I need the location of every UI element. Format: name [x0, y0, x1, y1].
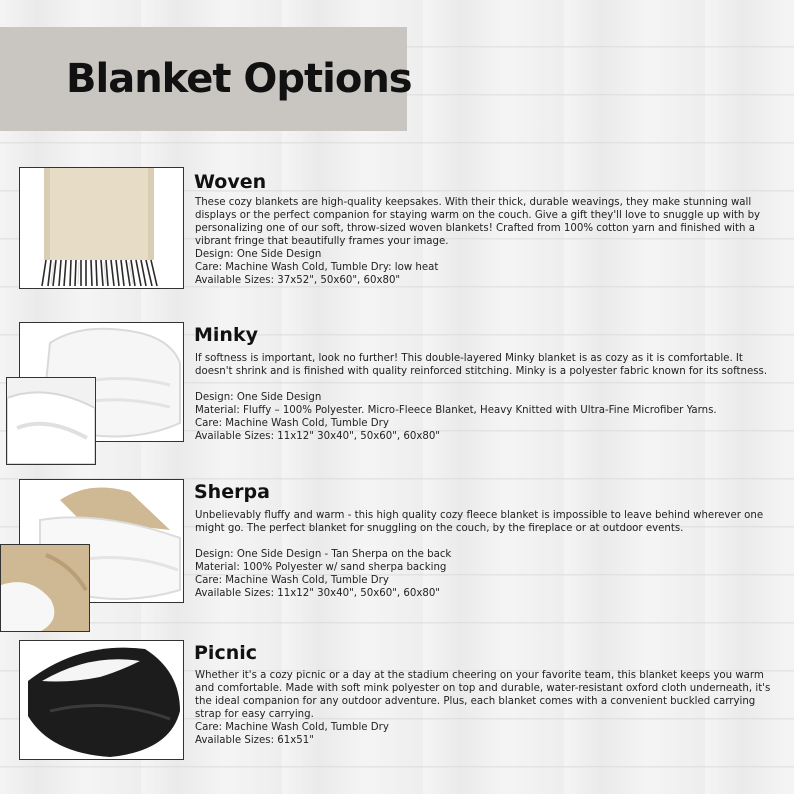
- minky-material: Material: Fluffy – 100% Polyester. Micro-Fleece Blanket, Heavy Knitted with Ultra-Fine Microfiber Yarns.: [195, 405, 717, 416]
- page-title: Blanket Options: [66, 56, 412, 102]
- picnic-heading: Picnic: [194, 642, 258, 664]
- minky-details: [195, 352, 780, 443]
- woven-description: These cozy blankets are high-quality keepsakes. With their thick, durable weavings, they make stunning wall displays or the perfect companion for staying warm on the couch. Give a gift they'll love to snuggle up with by personalizing one of our soft, throw-sized woven blankets! Crafted from 100% cotton yarn and finished with a vibrant fringe that beautifully frames your image.: [195, 197, 761, 247]
- minky-detail-image: [6, 377, 96, 465]
- picnic-description: Whether it's a cozy picnic or a day at the stadium cheering on your favorite team, this blanket keeps you warm and comfortable. Made with soft mink polyester on top and durable, water-resistant oxford cloth underneath, it's the ideal companion for any outdoor adventure. Plus, each blanket comes with a convenient buckled carrying strap for easy carrying.: [195, 670, 771, 720]
- sherpa-description: Unbelievably fluffy and warm - this high quality cozy fleece blanket is impossible to leave behind wherever one might go. The perfect blanket for snuggling on the couch, by the fireplace or at outdoor events.: [195, 510, 764, 534]
- picnic-care: Care: Machine Wash Cold, Tumble Dry: [195, 722, 389, 733]
- woven-design: Design: One Side Design: [195, 249, 322, 260]
- woven-heading: Woven: [194, 171, 267, 193]
- sherpa-details: [195, 509, 780, 600]
- woven-details: [195, 196, 780, 287]
- sherpa-sizes: Available Sizes: 11x12" 30x40", 50x60", 60x80": [195, 588, 440, 599]
- woven-blanket-image: [19, 167, 184, 289]
- picnic-details: [195, 669, 780, 747]
- sherpa-care: Care: Machine Wash Cold, Tumble Dry: [195, 575, 389, 586]
- picnic-blanket-image: [19, 640, 184, 760]
- minky-design: Design: One Side Design: [195, 392, 322, 403]
- woven-sizes: Available Sizes: 37x52", 50x60", 60x80": [195, 275, 401, 286]
- sherpa-detail-image: [0, 544, 90, 632]
- minky-care: Care: Machine Wash Cold, Tumble Dry: [195, 418, 389, 429]
- sherpa-design: Design: One Side Design - Tan Sherpa on the back: [195, 549, 452, 560]
- sherpa-material: Material: 100% Polyester w/ sand sherpa backing: [195, 562, 447, 573]
- minky-description: If softness is important, look no further! This double-layered Minky blanket is as cozy as it is comfortable. It doesn't shrink and is finished with quality reinforced stitching. Minky is a polyester fabric known for its softness.: [195, 353, 768, 377]
- sherpa-heading: Sherpa: [194, 481, 270, 503]
- minky-heading: Minky: [194, 324, 258, 346]
- woven-care: Care: Machine Wash Cold, Tumble Dry: low heat: [195, 262, 439, 273]
- minky-sizes: Available Sizes: 11x12" 30x40", 50x60", 60x80": [195, 431, 440, 442]
- picnic-sizes: Available Sizes: 61x51": [195, 735, 314, 746]
